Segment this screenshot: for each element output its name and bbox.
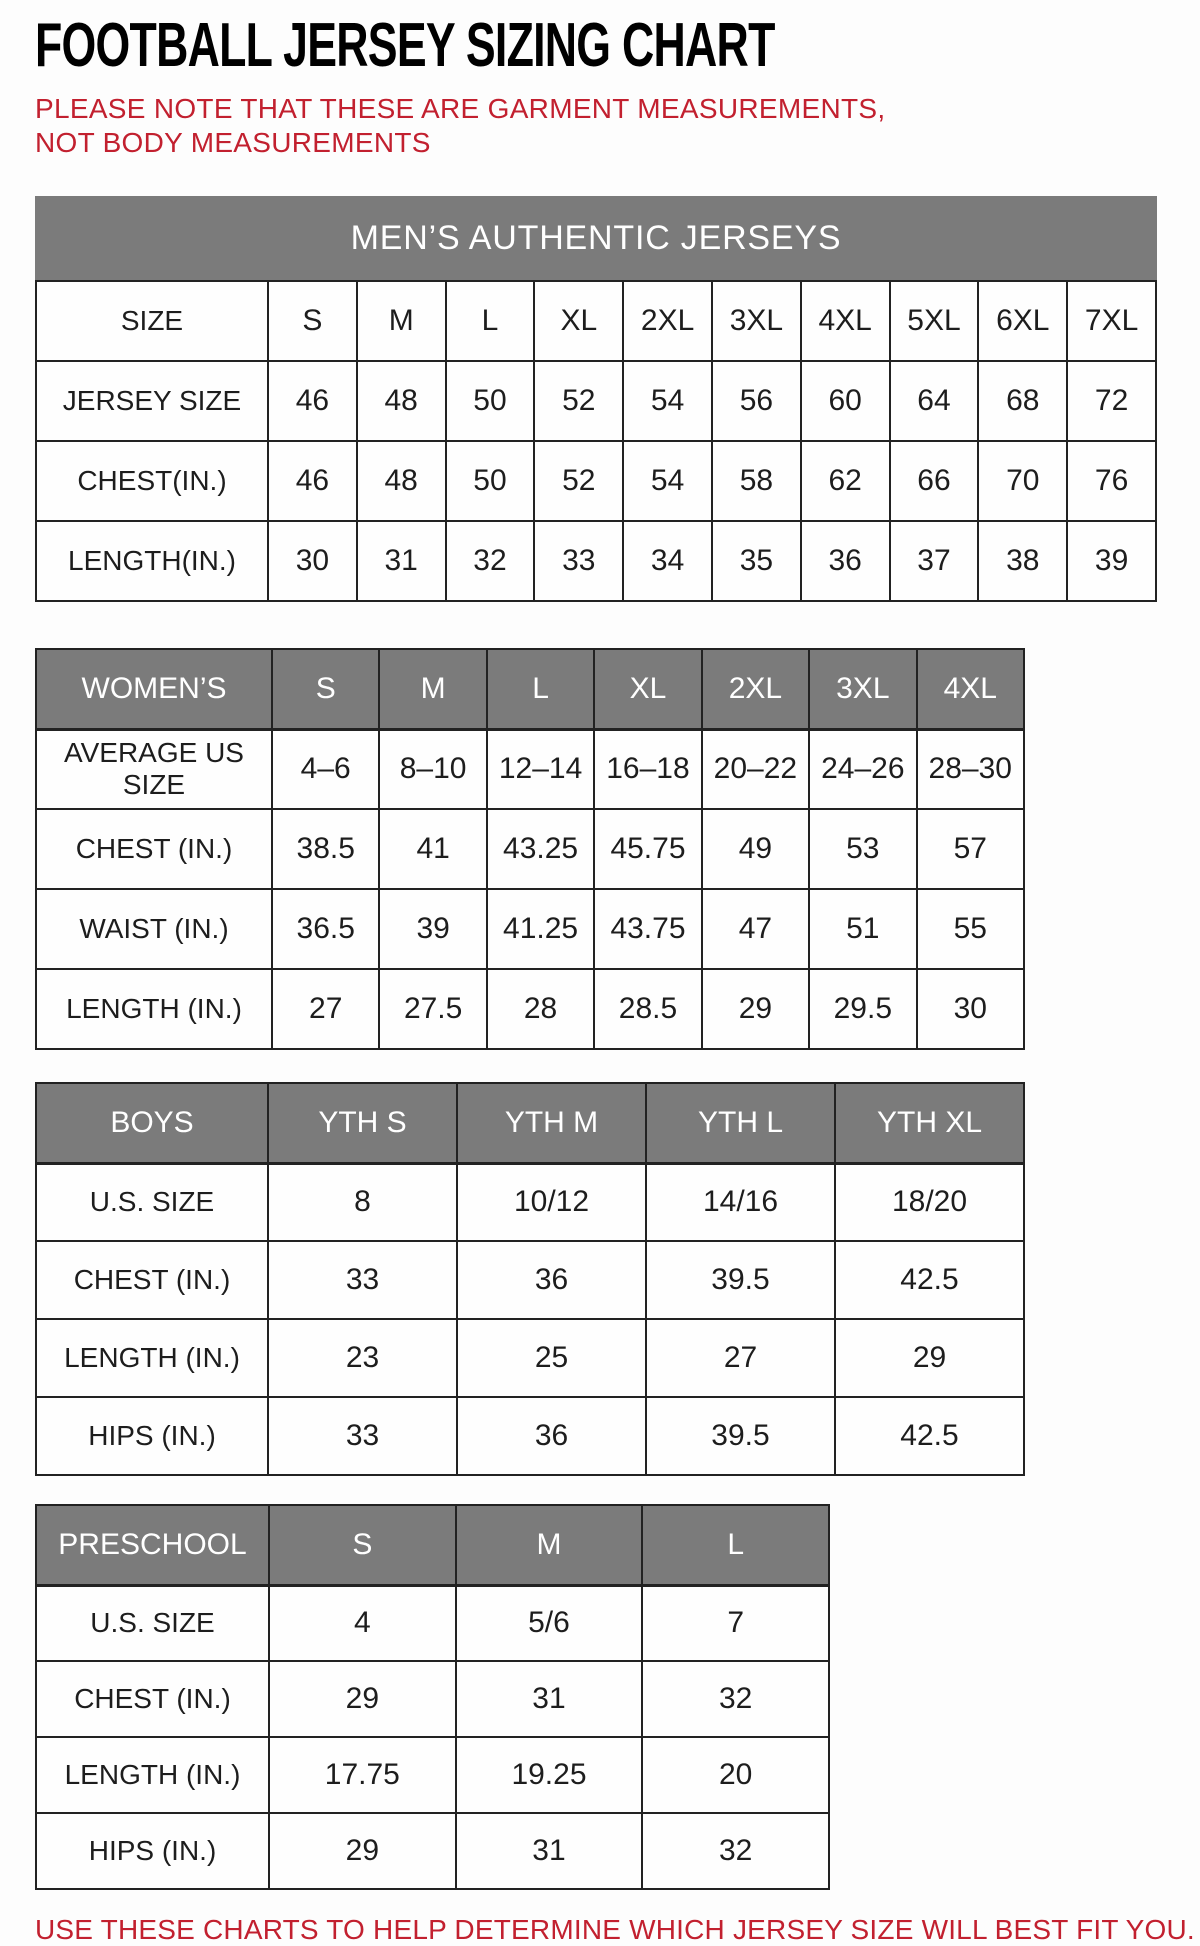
cell-women-0-6: 24–26 (809, 729, 916, 809)
cell-men-2-4: 52 (534, 441, 623, 521)
cell-women-3-1: 27 (272, 969, 379, 1049)
table-row-preschool-1 (36, 1661, 829, 1737)
header-cell-preschool-0: PRESCHOOL (36, 1505, 269, 1585)
cell-men-0-1: S (268, 281, 357, 361)
cell-women-2-1: 36.5 (272, 889, 379, 969)
row-label-men-0: SIZE (36, 281, 268, 361)
header-cell-preschool-2: M (456, 1505, 643, 1585)
cell-men-1-5: 54 (623, 361, 712, 441)
cell-preschool-0-3: 7 (642, 1585, 829, 1661)
table-row-men-2 (36, 441, 1156, 521)
table-row-boys-2 (36, 1319, 1024, 1397)
header-cell-women-5: 2XL (702, 649, 809, 729)
row-label-boys-3: HIPS (IN.) (36, 1397, 268, 1475)
cell-boys-3-1: 33 (268, 1397, 457, 1475)
table-row-men-3 (36, 521, 1156, 601)
womens-sizing-table (35, 648, 1025, 1050)
cell-preschool-2-2: 19.25 (456, 1737, 643, 1813)
cell-boys-3-2: 36 (457, 1397, 646, 1475)
cell-men-2-10: 76 (1067, 441, 1156, 521)
cell-women-2-3: 41.25 (487, 889, 594, 969)
cell-men-2-9: 70 (978, 441, 1067, 521)
cell-women-2-6: 51 (809, 889, 916, 969)
cell-women-2-5: 47 (702, 889, 809, 969)
cell-women-3-2: 27.5 (379, 969, 486, 1049)
cell-men-3-5: 34 (623, 521, 712, 601)
header-cell-women-3: L (487, 649, 594, 729)
cell-men-3-8: 37 (890, 521, 979, 601)
cell-women-0-3: 12–14 (487, 729, 594, 809)
cell-women-3-4: 28.5 (594, 969, 701, 1049)
row-label-women-1: CHEST (IN.) (36, 809, 272, 889)
row-label-men-1: JERSEY SIZE (36, 361, 268, 441)
row-label-women-2: WAIST (IN.) (36, 889, 272, 969)
row-label-preschool-1: CHEST (IN.) (36, 1661, 269, 1737)
table-row-boys-1 (36, 1241, 1024, 1319)
row-label-boys-1: CHEST (IN.) (36, 1241, 268, 1319)
cell-boys-1-3: 39.5 (646, 1241, 835, 1319)
header-cell-women-0: WOMEN’S (36, 649, 272, 729)
cell-men-2-5: 54 (623, 441, 712, 521)
cell-women-2-2: 39 (379, 889, 486, 969)
cell-men-3-9: 38 (978, 521, 1067, 601)
table-row-women-0 (36, 729, 1024, 809)
header-cell-boys-4: YTH XL (835, 1083, 1024, 1163)
cell-men-3-6: 35 (712, 521, 801, 601)
row-label-preschool-3: HIPS (IN.) (36, 1813, 269, 1889)
cell-men-2-6: 58 (712, 441, 801, 521)
cell-boys-1-2: 36 (457, 1241, 646, 1319)
cell-men-3-10: 39 (1067, 521, 1156, 601)
cell-men-1-4: 52 (534, 361, 623, 441)
cell-men-1-8: 64 (890, 361, 979, 441)
cell-preschool-0-2: 5/6 (456, 1585, 643, 1661)
cell-preschool-1-3: 32 (642, 1661, 829, 1737)
table-row-preschool-0 (36, 1585, 829, 1661)
header-cell-women-4: XL (594, 649, 701, 729)
cell-men-2-8: 66 (890, 441, 979, 521)
cell-preschool-3-1: 29 (269, 1813, 456, 1889)
cell-men-2-7: 62 (801, 441, 890, 521)
header-cell-boys-3: YTH L (646, 1083, 835, 1163)
cell-men-3-3: 32 (446, 521, 535, 601)
cell-boys-3-4: 42.5 (835, 1397, 1024, 1475)
row-label-men-2: CHEST(IN.) (36, 441, 268, 521)
row-label-boys-2: LENGTH (IN.) (36, 1319, 268, 1397)
cell-preschool-3-2: 31 (456, 1813, 643, 1889)
header-cell-preschool-1: S (269, 1505, 456, 1585)
cell-men-1-1: 46 (268, 361, 357, 441)
cell-boys-1-1: 33 (268, 1241, 457, 1319)
row-label-preschool-0: U.S. SIZE (36, 1585, 269, 1661)
cell-women-1-3: 43.25 (487, 809, 594, 889)
cell-men-1-2: 48 (357, 361, 446, 441)
cell-women-2-4: 43.75 (594, 889, 701, 969)
header-cell-women-1: S (272, 649, 379, 729)
cell-men-0-3: L (446, 281, 535, 361)
cell-preschool-1-2: 31 (456, 1661, 643, 1737)
cell-boys-3-3: 39.5 (646, 1397, 835, 1475)
header-cell-boys-0: BOYS (36, 1083, 268, 1163)
header-cell-boys-2: YTH M (457, 1083, 646, 1163)
cell-men-0-6: 3XL (712, 281, 801, 361)
cell-women-0-7: 28–30 (917, 729, 1024, 809)
cell-men-0-7: 4XL (801, 281, 890, 361)
cell-women-3-5: 29 (702, 969, 809, 1049)
cell-boys-0-1: 8 (268, 1163, 457, 1241)
row-label-men-3: LENGTH(IN.) (36, 521, 268, 601)
table-row-women-3 (36, 969, 1024, 1049)
cell-men-1-10: 72 (1067, 361, 1156, 441)
cell-men-0-4: XL (534, 281, 623, 361)
cell-women-3-3: 28 (487, 969, 594, 1049)
header-cell-women-2: M (379, 649, 486, 729)
row-label-boys-0: U.S. SIZE (36, 1163, 268, 1241)
mens-table-caption: MEN’S AUTHENTIC JERSEYS (35, 196, 1157, 280)
cell-men-0-5: 2XL (623, 281, 712, 361)
cell-boys-1-4: 42.5 (835, 1241, 1024, 1319)
cell-boys-2-1: 23 (268, 1319, 457, 1397)
table-row-preschool-3 (36, 1813, 829, 1889)
table-row-men-1 (36, 361, 1156, 441)
cell-women-0-5: 20–22 (702, 729, 809, 809)
boys-sizing-table (35, 1082, 1025, 1476)
cell-men-2-3: 50 (446, 441, 535, 521)
cell-preschool-3-3: 32 (642, 1813, 829, 1889)
cell-men-1-3: 50 (446, 361, 535, 441)
cell-men-0-8: 5XL (890, 281, 979, 361)
cell-women-1-2: 41 (379, 809, 486, 889)
cell-preschool-0-1: 4 (269, 1585, 456, 1661)
cell-boys-0-4: 18/20 (835, 1163, 1024, 1241)
cell-boys-2-3: 27 (646, 1319, 835, 1397)
cell-men-3-1: 30 (268, 521, 357, 601)
row-label-women-3: LENGTH (IN.) (36, 969, 272, 1049)
mens-sizing-table (35, 280, 1157, 602)
cell-women-1-7: 57 (917, 809, 1024, 889)
cell-men-2-2: 48 (357, 441, 446, 521)
cell-women-0-4: 16–18 (594, 729, 701, 809)
cell-boys-0-3: 14/16 (646, 1163, 835, 1241)
preschool-sizing-table (35, 1504, 830, 1890)
cell-preschool-1-1: 29 (269, 1661, 456, 1737)
cell-women-2-7: 55 (917, 889, 1024, 969)
cell-women-1-4: 45.75 (594, 809, 701, 889)
cell-preschool-2-1: 17.75 (269, 1737, 456, 1813)
cell-women-1-5: 49 (702, 809, 809, 889)
cell-women-1-6: 53 (809, 809, 916, 889)
table-row-women-1 (36, 809, 1024, 889)
page-title: FOOTBALL JERSEY SIZING CHART (35, 11, 775, 80)
cell-women-1-1: 38.5 (272, 809, 379, 889)
cell-women-0-1: 4–6 (272, 729, 379, 809)
table-row-preschool-2 (36, 1737, 829, 1813)
table-row-women-2 (36, 889, 1024, 969)
cell-women-3-7: 30 (917, 969, 1024, 1049)
cell-men-0-2: M (357, 281, 446, 361)
cell-men-0-10: 7XL (1067, 281, 1156, 361)
cell-women-0-2: 8–10 (379, 729, 486, 809)
cell-men-3-4: 33 (534, 521, 623, 601)
table-row-boys-0 (36, 1163, 1024, 1241)
cell-boys-2-2: 25 (457, 1319, 646, 1397)
header-cell-preschool-3: L (642, 1505, 829, 1585)
header-cell-boys-1: YTH S (268, 1083, 457, 1163)
cell-men-3-2: 31 (357, 521, 446, 601)
header-cell-women-7: 4XL (917, 649, 1024, 729)
table-row-boys-3 (36, 1397, 1024, 1475)
cell-men-2-1: 46 (268, 441, 357, 521)
row-label-preschool-2: LENGTH (IN.) (36, 1737, 269, 1813)
footer-note: USE THESE CHARTS TO HELP DETERMINE WHICH JERSEY SIZE WILL BEST FIT YOU. (35, 1914, 1195, 1945)
cell-men-1-6: 56 (712, 361, 801, 441)
cell-men-3-7: 36 (801, 521, 890, 601)
cell-boys-2-4: 29 (835, 1319, 1024, 1397)
table-row-men-0 (36, 281, 1156, 361)
cell-boys-0-2: 10/12 (457, 1163, 646, 1241)
header-cell-women-6: 3XL (809, 649, 916, 729)
garment-measurements-note: PLEASE NOTE THAT THESE ARE GARMENT MEASUREMENTS, NOT BODY MEASUREMENTS (35, 93, 886, 158)
cell-men-0-9: 6XL (978, 281, 1067, 361)
cell-men-1-9: 68 (978, 361, 1067, 441)
cell-women-3-6: 29.5 (809, 969, 916, 1049)
row-label-women-0: AVERAGE US SIZE (36, 729, 272, 809)
cell-preschool-2-3: 20 (642, 1737, 829, 1813)
cell-men-1-7: 60 (801, 361, 890, 441)
